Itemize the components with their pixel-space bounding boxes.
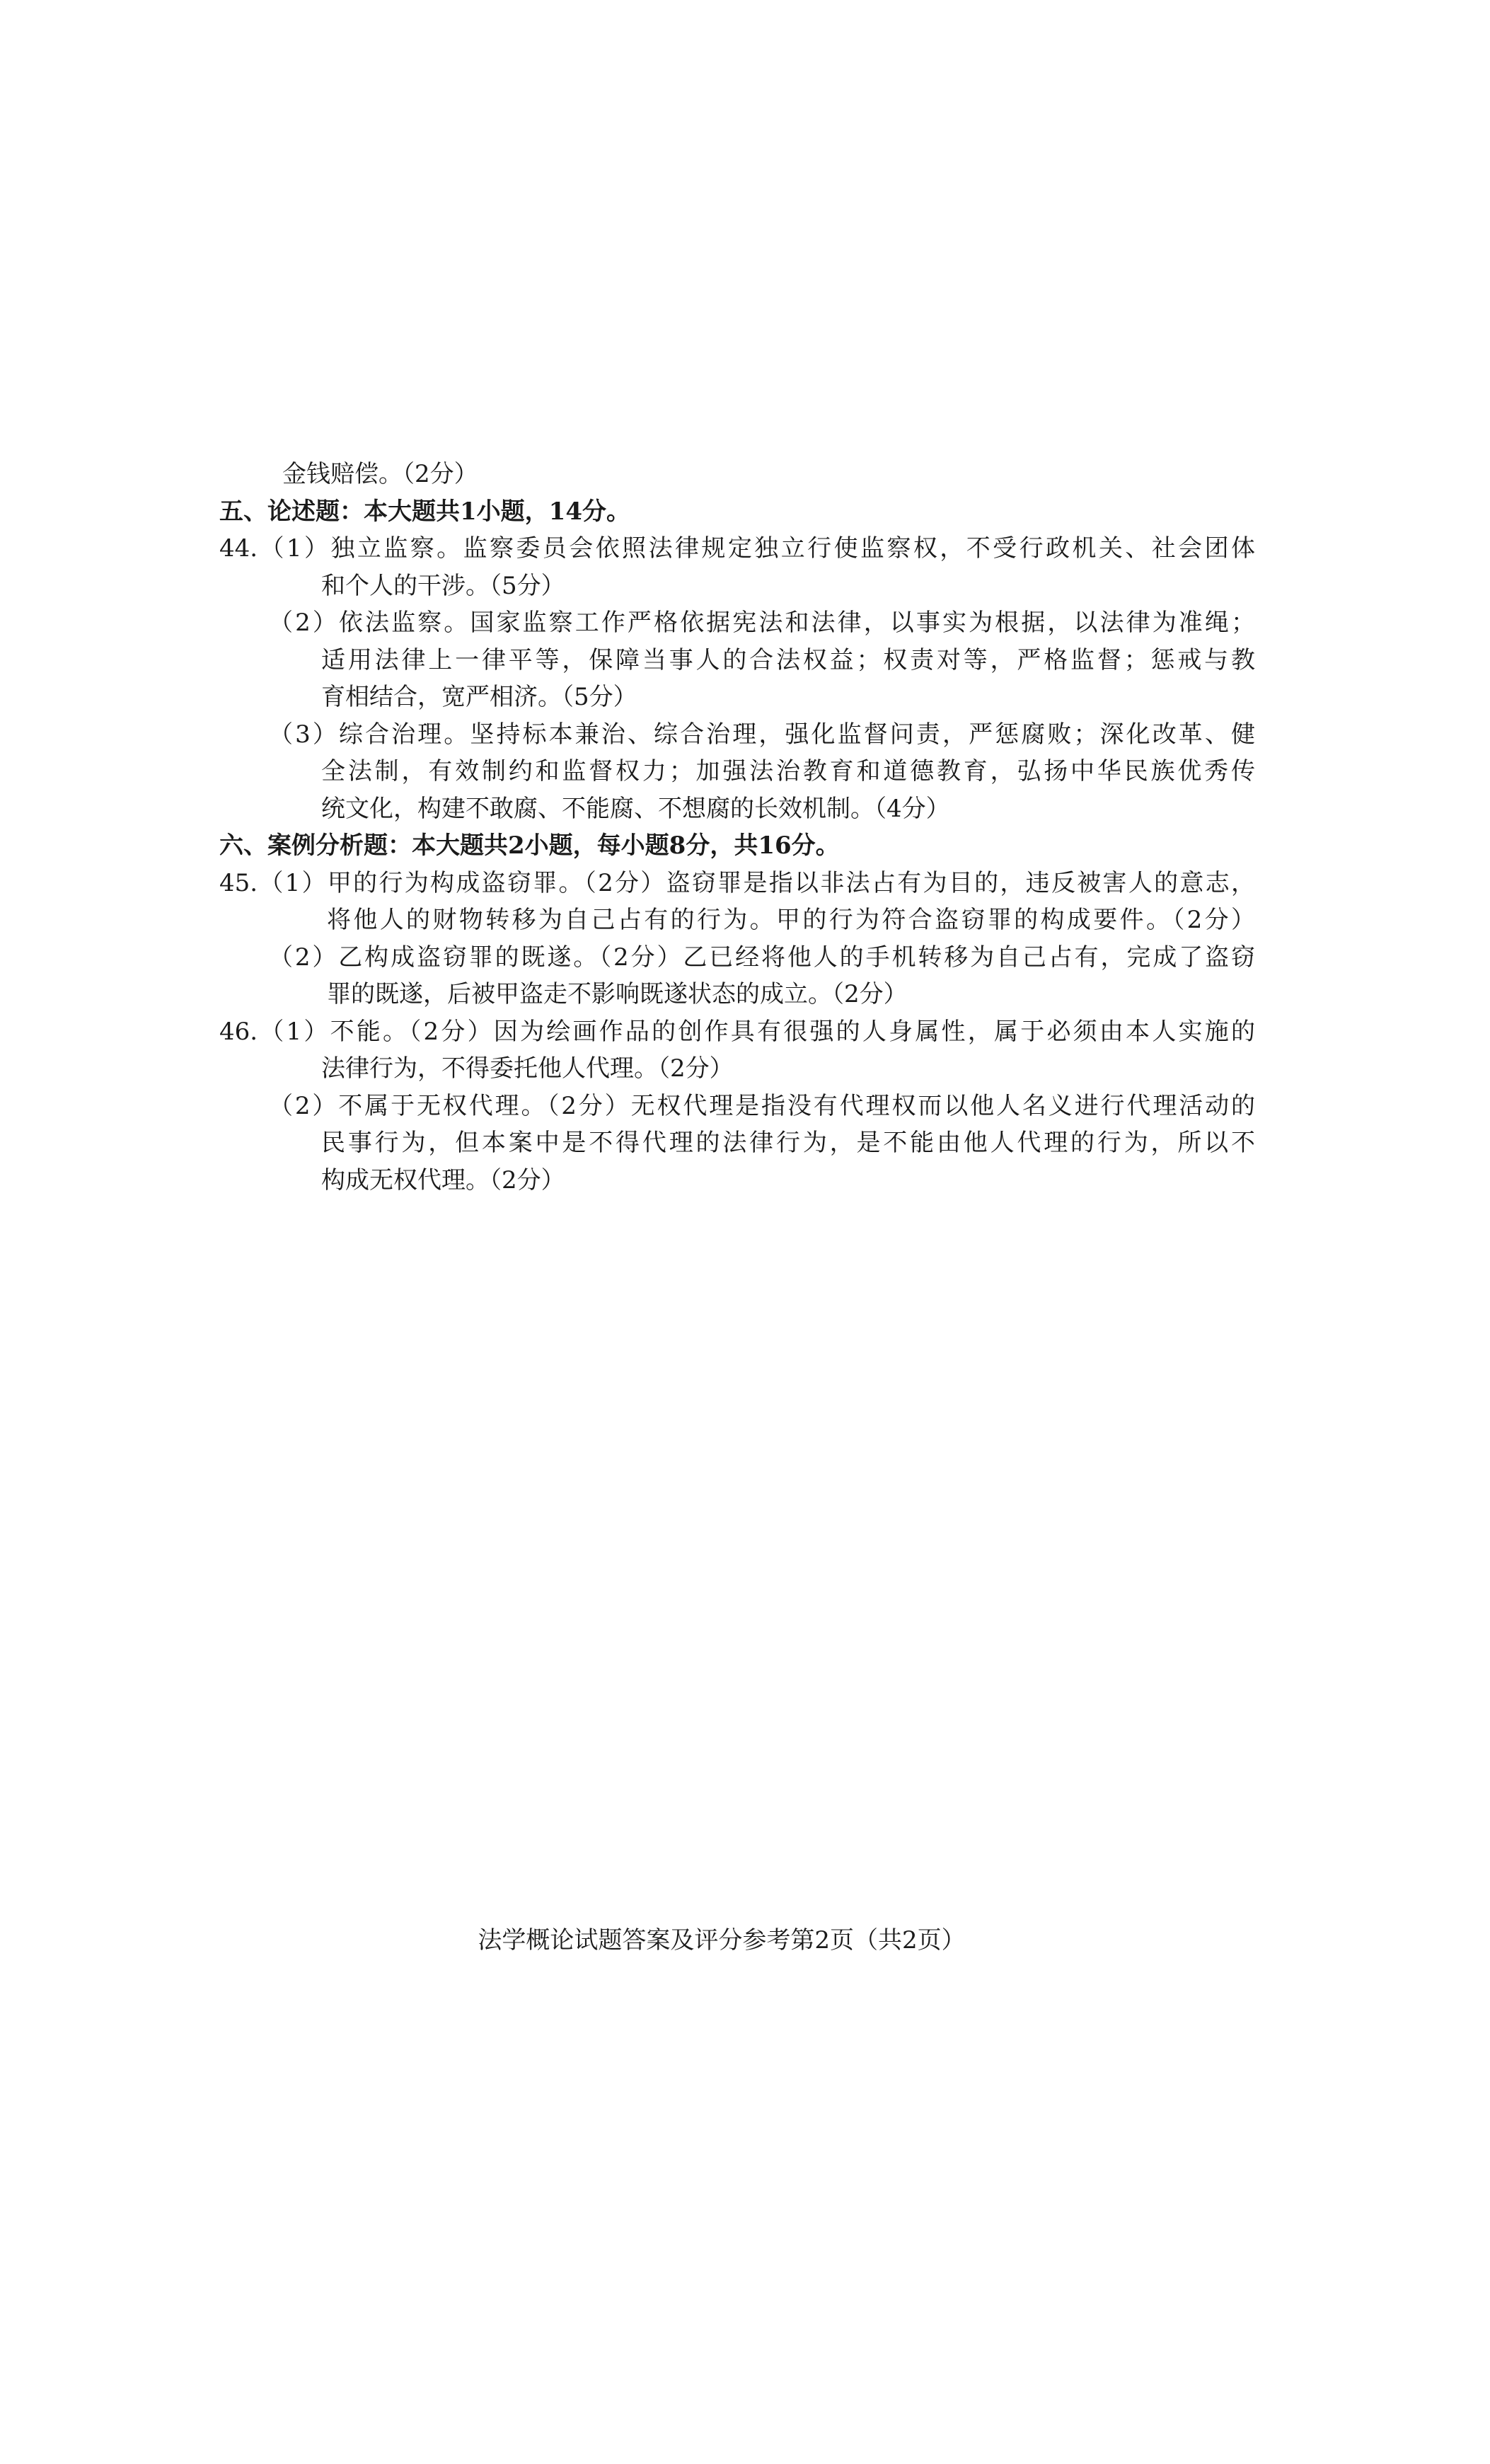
answer-first-line [269, 716, 1255, 753]
page-footer: 法学概论试题答案及评分参考第2页（共2页） [478, 1926, 966, 1954]
answer-first-line [269, 604, 1255, 641]
question-number: 46. [219, 1018, 258, 1046]
answer-line: 不属于无权代理。（2分）无权代理是指没有代理权而以他人名义进行代理活动的 [338, 1092, 1255, 1120]
answer-line: 统文化，构建不敢腐、不能腐、不想腐的长效机制。（4分） [321, 795, 950, 823]
answer-line: 甲的行为构成盗窃罪。（2分）盗窃罪是指以非法占有为目的，违反被害人的意志， [327, 869, 1255, 897]
previous-answer-tail: 金钱赔偿。（2分） [282, 460, 478, 488]
answer-line: 乙构成盗窃罪的既遂。（2分）乙已经将他人的手机转移为自己占有，完成了盗窃 [338, 943, 1255, 972]
answer-first-line [269, 939, 1255, 976]
answer-line: 独立监察。监察委员会依照法律规定独立行使监察权，不受行政机关、社会团体 [330, 534, 1256, 563]
answer-line: 依法监察。国家监察工作严格依据宪法和法律，以事实为根据，以法律为准绳； [338, 609, 1255, 637]
item-label: （2） [269, 609, 339, 637]
item-label: （1） [258, 869, 328, 897]
answer-first-line [269, 1088, 1255, 1124]
question-number: 44. [219, 534, 258, 563]
answer-line: 全法制，有效制约和监督权力；加强法治教育和道德教育，弘扬中华民族优秀传 [321, 757, 1255, 785]
item-label: （2） [269, 943, 339, 972]
section-6-heading: 六、案例分析题：本大题共2小题，每小题8分，共16分。 [219, 831, 840, 860]
answer-line: 民事行为，但本案中是不得代理的法律行为，是不能由他人代理的行为，所以不 [321, 1129, 1255, 1157]
answer-first-line [219, 530, 1255, 567]
question-number: 45. [219, 869, 258, 897]
answer-line: 构成无权代理。（2分） [321, 1166, 565, 1194]
answer-first-line [219, 1013, 1255, 1050]
answer-line: 法律行为，不得委托他人代理。（2分） [321, 1054, 734, 1083]
answer-line: 育相结合，宽严相济。（5分） [321, 683, 637, 711]
answer-first-line [219, 865, 1255, 902]
section-5-heading: 五、论述题：本大题共1小题，14分。 [219, 497, 630, 526]
item-label: （1） [258, 534, 331, 563]
answer-line: 和个人的干涉。（5分） [321, 572, 565, 600]
answer-line: 不能。（2分）因为绘画作品的创作具有很强的人身属性，属于必须由本人实施的 [330, 1018, 1255, 1046]
answer-line: 将他人的财物转移为自己占有的行为。甲的行为符合盗窃罪的构成要件。（2分） [327, 906, 1255, 934]
answer-line: 适用法律上一律平等，保障当事人的合法权益；权责对等，严格监督；惩戒与教 [321, 646, 1255, 674]
answer-line: 罪的既遂，后被甲盗走不影响既遂状态的成立。（2分） [327, 980, 908, 1008]
answer-line: 综合治理。坚持标本兼治、综合治理，强化监督问责，严惩腐败；深化改革、健 [338, 720, 1255, 749]
item-label: （2） [269, 1092, 339, 1120]
item-label: （1） [258, 1018, 330, 1046]
item-label: （3） [269, 720, 339, 749]
